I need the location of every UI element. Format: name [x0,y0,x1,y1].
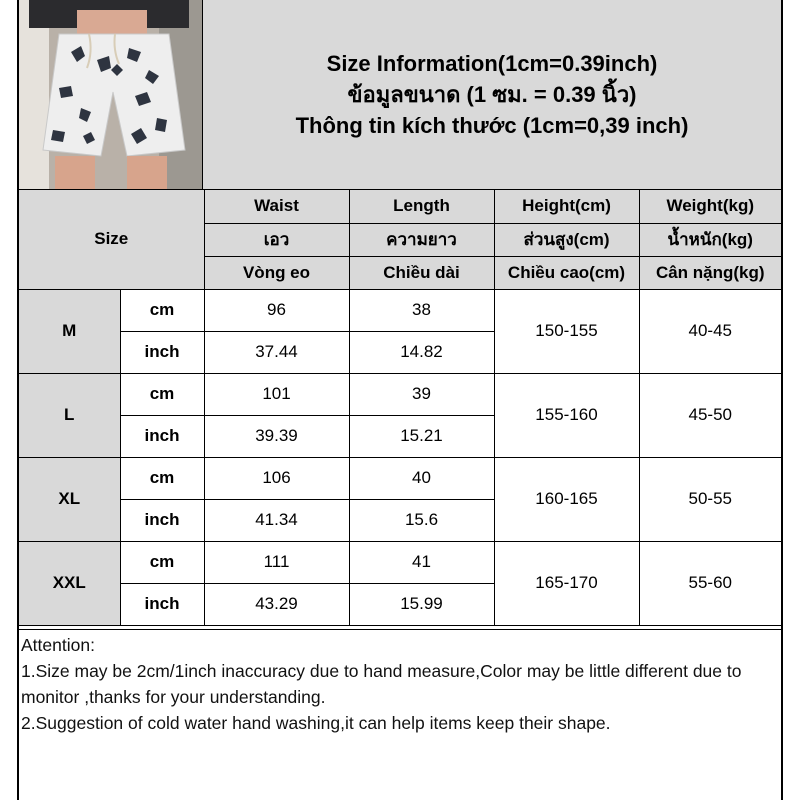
height-range: 150-155 [494,289,639,373]
length-inch: 15.21 [349,415,494,457]
height-range: 160-165 [494,457,639,541]
attention-note-1: 1.Size may be 2cm/1inch inaccuracy due to hand measure,Color may be little different due to monitor ,thanks for your understanding. [21,661,742,707]
header-length-th: ความยาว [349,223,494,256]
waist-cm: 106 [204,457,349,499]
attention-note-2: 2.Suggestion of cold water hand washing,it can help items keep their shape. [21,713,611,733]
size-header: Size [19,190,204,289]
header-height-th: ส่วนสูง(cm) [494,223,639,256]
length-cm: 38 [349,289,494,331]
unit-cm: cm [120,373,204,415]
header-waist-vi: Vòng eo [204,256,349,289]
weight-range: 50-55 [639,457,781,541]
unit-inch: inch [120,499,204,541]
header-height-en: Height(cm) [494,190,639,223]
length-inch: 15.6 [349,499,494,541]
size-label: XL [19,457,120,541]
header-length-en: Length [349,190,494,223]
header-waist-en: Waist [204,190,349,223]
size-table [19,190,781,626]
waist-inch: 39.39 [204,415,349,457]
weight-range: 55-60 [639,541,781,625]
table-row [19,289,781,331]
header-length-vi: Chiều dài [349,256,494,289]
length-cm: 41 [349,541,494,583]
waist-inch: 41.34 [204,499,349,541]
size-label: XXL [19,541,120,625]
waist-cm: 101 [204,373,349,415]
attention-heading: Attention: [21,635,95,655]
attention-notes [19,629,781,800]
header-weight-en: Weight(kg) [639,190,781,223]
weight-range: 40-45 [639,289,781,373]
unit-cm: cm [120,457,204,499]
length-cm: 40 [349,457,494,499]
unit-inch: inch [120,415,204,457]
header-height-vi: Chiều cao(cm) [494,256,639,289]
waist-cm: 111 [204,541,349,583]
product-photo [19,0,203,189]
shorts-photo-icon [19,0,203,189]
table-row [19,541,781,583]
header-weight-vi: Cân nặng(kg) [639,256,781,289]
unit-cm: cm [120,289,204,331]
size-information-title [203,0,781,189]
header-waist-th: เอว [204,223,349,256]
height-range: 155-160 [494,373,639,457]
waist-cm: 96 [204,289,349,331]
size-label: M [19,289,120,373]
title-english: Size Information(1cm=0.39inch) [326,51,658,76]
title-thai: ข้อมูลขนาด (1 ซม. = 0.39 นิ้ว) [347,82,637,107]
length-cm: 39 [349,373,494,415]
weight-range: 45-50 [639,373,781,457]
waist-inch: 37.44 [204,331,349,373]
size-chart-sheet [17,0,783,800]
unit-inch: inch [120,583,204,625]
table-row [19,373,781,415]
height-range: 165-170 [494,541,639,625]
header-weight-th: น้ำหนัก(kg) [639,223,781,256]
length-inch: 14.82 [349,331,494,373]
unit-cm: cm [120,541,204,583]
size-label: L [19,373,120,457]
waist-inch: 43.29 [204,583,349,625]
unit-inch: inch [120,331,204,373]
title-vietnamese: Thông tin kích thước (1cm=0,39 inch) [295,113,689,138]
length-inch: 15.99 [349,583,494,625]
title-row [19,0,781,190]
table-row [19,457,781,499]
